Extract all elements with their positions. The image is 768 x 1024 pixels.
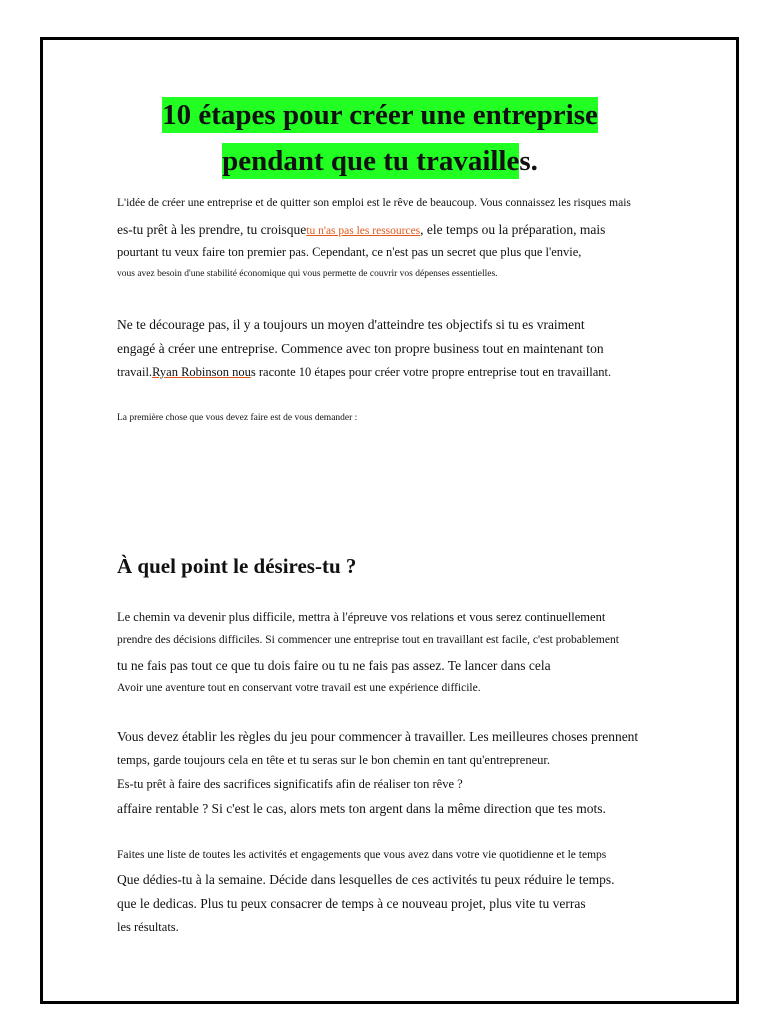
para6-line4: les résultats.	[117, 920, 179, 934]
para4-line2: prendre des décisions difficiles. Si commencer une entreprise tout en travaillant est facile, c'est probablement	[117, 634, 619, 646]
para1-line1: L'idée de créer une entreprise et de quitter son emploi est le rêve de beaucoup. Vous connaissez les risques mais	[117, 197, 631, 209]
para4-line3: tu ne fais pas tout ce que tu dois faire ou tu ne fais pas assez. Te lancer dans cela	[117, 658, 551, 673]
para5-line2: temps, garde toujours cela en tête et tu seras sur le bon chemin en tant qu'entrepreneur.	[117, 753, 551, 767]
para5-line3: Es-tu prêt à faire des sacrifices significatifs afin de réaliser ton rêve ?	[117, 777, 463, 791]
para2-line2: engagé à créer une entreprise. Commence avec ton propre business tout en maintenant ton	[117, 341, 604, 356]
para2-line1: Ne te décourage pas, il y a toujours un moyen d'atteindre tes objectifs si tu es vraiment	[117, 317, 585, 332]
para5-line4: affaire rentable ? Si c'est le cas, alors mets ton argent dans la même direction que tes mots.	[117, 801, 606, 816]
para1-line2	[117, 222, 605, 238]
para2-line3-start: travail.	[117, 365, 153, 379]
ryan-robinson-link[interactable]: Ryan Robinson nou	[152, 365, 251, 379]
para4-line1: Le chemin va devenir plus difficile, mettra à l'épreuve vos relations et vous serez continuellement	[117, 610, 606, 624]
title-line-2-rest: s.	[519, 145, 538, 177]
title-line-1: 10 étapes pour créer une entreprise	[162, 99, 598, 131]
title-line-2-highlighted: pendant que tu travaille	[222, 145, 520, 177]
para5-line1: Vous devez établir les règles du jeu pour commencer à travailler. Les meilleures choses prennent	[117, 729, 639, 744]
para2-line3	[117, 365, 611, 380]
para1-line2-start: es-tu prêt à les prendre, tu croisque	[117, 222, 307, 237]
document-title	[117, 92, 643, 184]
para6-line3: que le dedicas. Plus tu peux consacrer de temps à ce nouveau projet, plus vite tu verras	[117, 896, 586, 911]
section-heading: À quel point le désires-tu ?	[117, 554, 357, 578]
para1-line4: vous avez besoin d'une stabilité économique qui vous permette de couvrir vos dépenses essentielles.	[117, 269, 498, 279]
para6-line2: Que dédies-tu à la semaine. Décide dans lesquelles de ces activités tu peux réduire le temps.	[117, 872, 615, 887]
para1-line3: pourtant tu veux faire ton premier pas. Cependant, ce n'est pas un secret que plus que l'envie,	[117, 245, 582, 259]
para1-line2-end: , ele temps ou la préparation, mais	[420, 222, 606, 237]
para4-line4: Avoir une aventure tout en conservant votre travail est une expérience difficile.	[117, 682, 481, 694]
ressources-link[interactable]: tu n'as pas les ressources	[306, 225, 421, 237]
para2-line3-end: s raconte 10 étapes pour créer votre propre entreprise tout en travaillant.	[250, 365, 612, 379]
para3-line1: La première chose que vous devez faire est de vous demander :	[117, 413, 358, 423]
para6-line1: Faites une liste de toutes les activités et engagements que vous avez dans votre vie quotidienne et le temps	[117, 849, 607, 861]
